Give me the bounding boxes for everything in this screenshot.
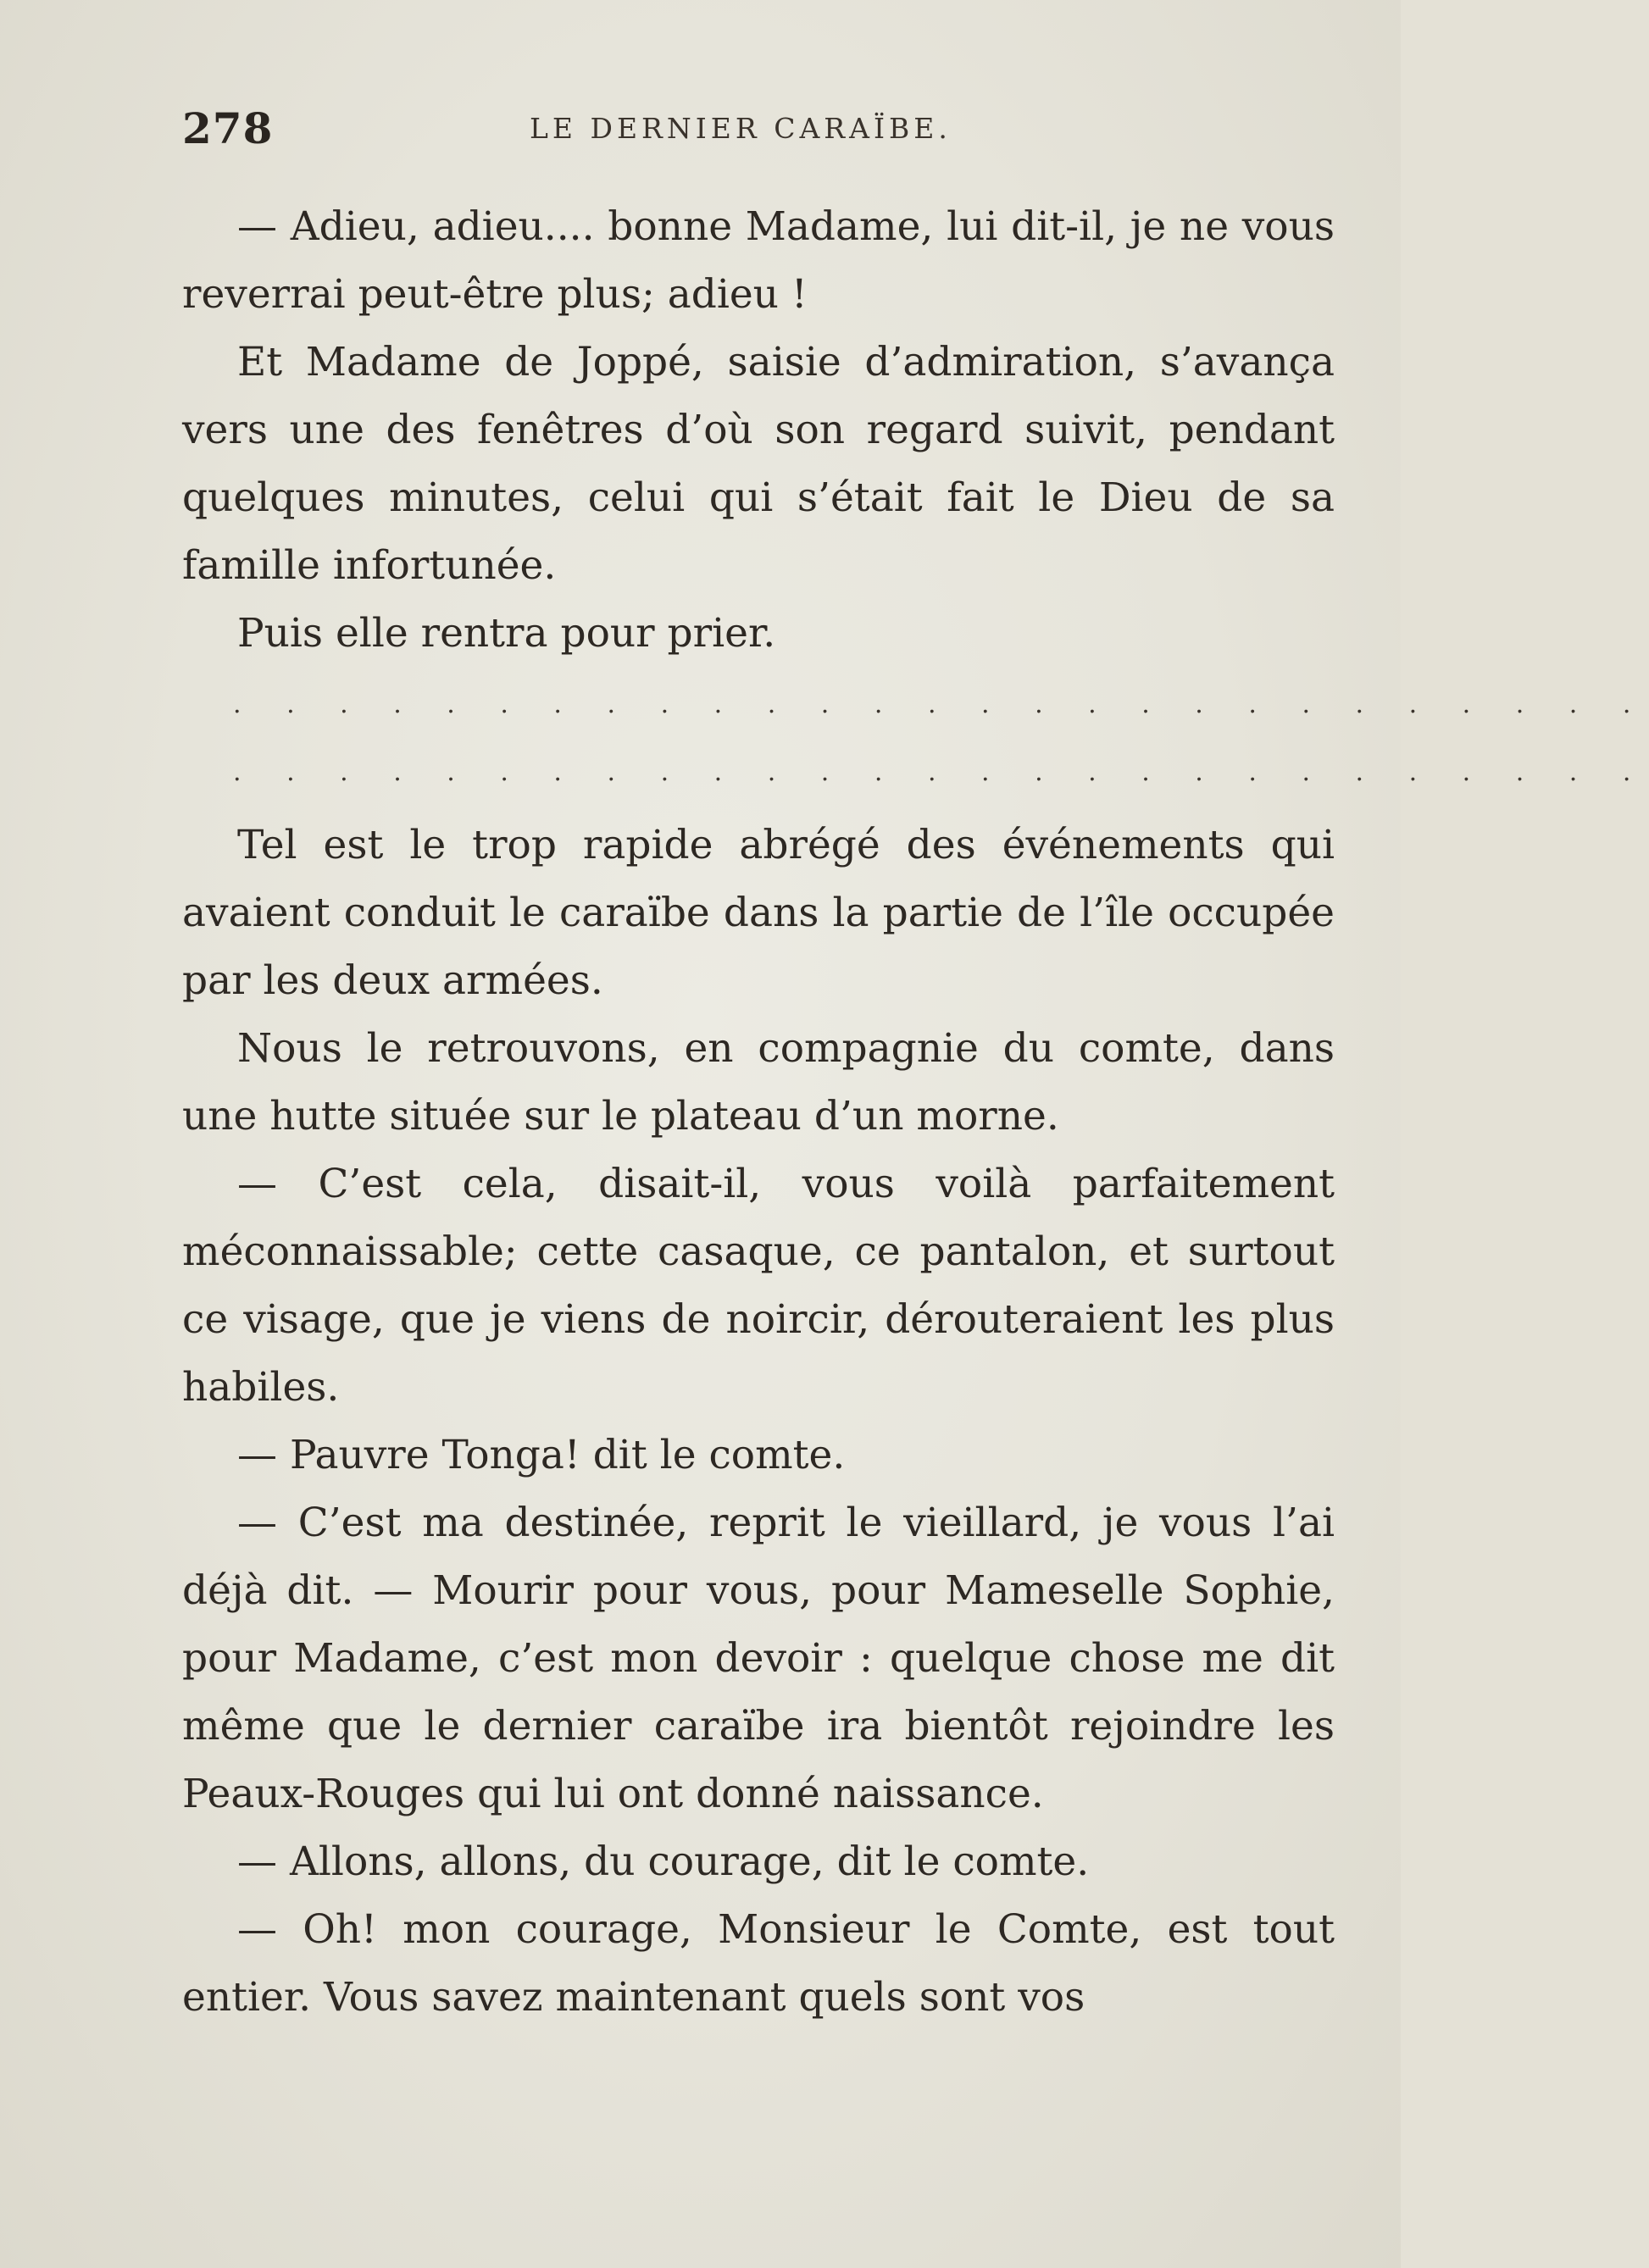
paragraph: — Pauvre Tonga! dit le comte. [237,1432,846,1478]
paragraph: — C’est ma destinée, reprit le vieillard, je vous l’ai déjà dit. — Mourir pour vous, pour Mameselle Sophie, pour Madame, c’est mon devoir : quelque chose me dit même que le dernier caraïbe ira bientôt rejoindre les Peaux-Rouges qui lui ont donné naissance. [182,1500,1335,1817]
paragraph: — C’est cela, disait-il, vous voilà parfaitement méconnaissable; cette casaque, ce pantalon, et surtout ce visage, que je viens de noircir, dérouteraient les plus habiles. [182,1161,1335,1411]
page-header [182,103,1343,163]
paragraph: — Adieu, adieu.... bonne Madame, lui dit-il, je ne vous reverrai peut-être plus; adieu ! [182,203,1335,318]
body-text [182,193,1649,2032]
page-number: 278 [182,103,274,153]
paragraph: — Allons, allons, du courage, dit le comte. [237,1838,1090,1885]
paragraph: Et Madame de Joppé, saisie d’admiration, s’avança vers une des fenêtres d’où son regard suivit, pendant quelques minutes, celui qui s’était fait le Dieu de sa famille infortunée. [182,339,1335,589]
ellipsis-row: . . . . . . . . . . . . . . . . . . . . . . . . . . . [233,690,1649,719]
paragraph: — Oh! mon courage, Monsieur le Comte, est tout entier. Vous savez maintenant quels sont vos [182,1906,1335,2021]
ellipsis-row: . . . . . . . . . . . . . . . . . . . . . . . . . . . [233,757,1649,787]
paragraph: Puis elle rentra pour prier. [237,610,776,657]
paragraph: Tel est le trop rapide abrégé des événements qui avaient conduit le caraïbe dans la partie de l’île occupée par les deux armées. [182,822,1335,1004]
running-title: LE DERNIER CARAÏBE. [530,112,952,145]
paragraph: Nous le retrouvons, en compagnie du comte, dans une hutte située sur le plateau d’un morne. [182,1025,1335,1140]
